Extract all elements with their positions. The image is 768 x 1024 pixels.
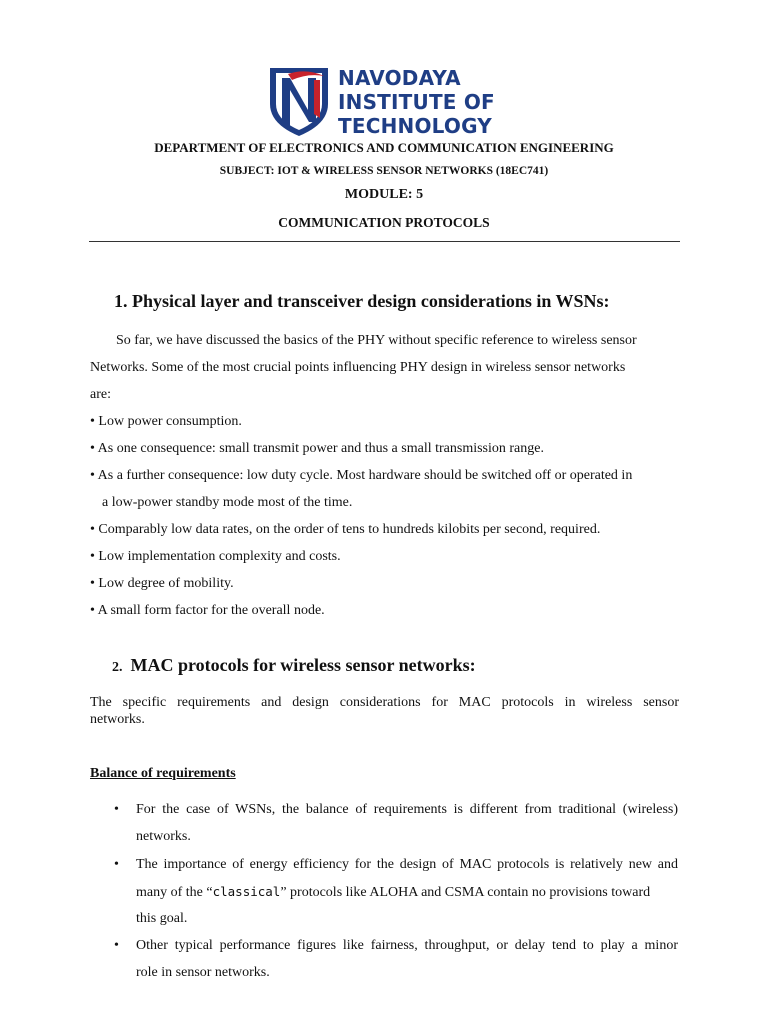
text-segment: many of the “ — [136, 885, 213, 900]
section-2-number: 2. — [112, 660, 123, 675]
section-2-title: MAC protocols for wireless sensor networks: — [130, 655, 476, 675]
list-item: • Comparably low data rates, on the order of tens to hundreds kilobits per second, required. — [90, 522, 601, 537]
logo-line-3: TECHNOLOGY — [338, 114, 492, 138]
section-1-heading: 1. Physical layer and transceiver design considerations in WSNs: — [114, 291, 610, 311]
text-segment: ” protocols like ALOHA and CSMA contain no provisions toward — [280, 885, 651, 900]
institute-logo — [266, 64, 506, 138]
list-item: • As one consequence: small transmit power and thus a small transmission range. — [90, 441, 544, 456]
department-title: DEPARTMENT OF ELECTRONICS AND COMMUNICATION ENGINEERING — [154, 140, 614, 155]
list-item: • Low power consumption. — [90, 414, 242, 429]
list-item-continuation — [136, 884, 678, 901]
subheading-balance-of-requirements: Balance of requirements — [90, 766, 236, 781]
logo-line-2: INSTITUTE OF — [338, 90, 495, 114]
list-item: For the case of WSNs, the balance of requirements is different from traditional (wireless) — [136, 802, 678, 817]
quoted-term: classical — [212, 884, 281, 899]
logo-line-1: NAVODAYA — [338, 66, 461, 90]
paragraph-line: So far, we have discussed the basics of the PHY without specific reference to wireless sensor — [116, 333, 637, 348]
list-item: The importance of energy efficiency for the design of MAC protocols is relatively new and — [136, 857, 678, 872]
list-item-continuation: this goal. — [136, 911, 188, 926]
header-divider — [89, 241, 680, 242]
paragraph-line: Networks. Some of the most crucial points influencing PHY design in wireless sensor networks — [90, 360, 626, 375]
paragraph-line: are: — [90, 387, 111, 402]
list-item: • A small form factor for the overall node. — [90, 603, 325, 618]
paragraph-line: networks. — [90, 712, 145, 727]
module-title: MODULE: 5 — [344, 187, 424, 202]
logo-wordmark — [338, 66, 495, 138]
paragraph-line: The specific requirements and design considerations for MAC protocols in wireless sensor — [90, 695, 679, 710]
bullet-marker: • — [114, 857, 119, 872]
logo-emblem-icon — [266, 64, 332, 138]
bullet-marker: • — [114, 938, 119, 953]
list-item-continuation: networks. — [136, 829, 191, 844]
list-item-continuation: a low-power standby mode most of the time. — [102, 495, 353, 510]
list-item: Other typical performance figures like fairness, throughput, or delay tend to play a minor — [136, 938, 678, 953]
list-item: • Low implementation complexity and costs. — [90, 549, 341, 564]
subject-title: SUBJECT: IOT & WIRELESS SENSOR NETWORKS (18EC741) — [219, 165, 549, 177]
topic-title: COMMUNICATION PROTOCOLS — [278, 215, 490, 230]
bullet-marker: • — [114, 802, 119, 817]
section-2-heading — [112, 655, 476, 676]
list-item-continuation: role in sensor networks. — [136, 965, 270, 980]
list-item: • Low degree of mobility. — [90, 576, 234, 591]
list-item: • As a further consequence: low duty cycle. Most hardware should be switched off or operated in — [90, 468, 633, 483]
